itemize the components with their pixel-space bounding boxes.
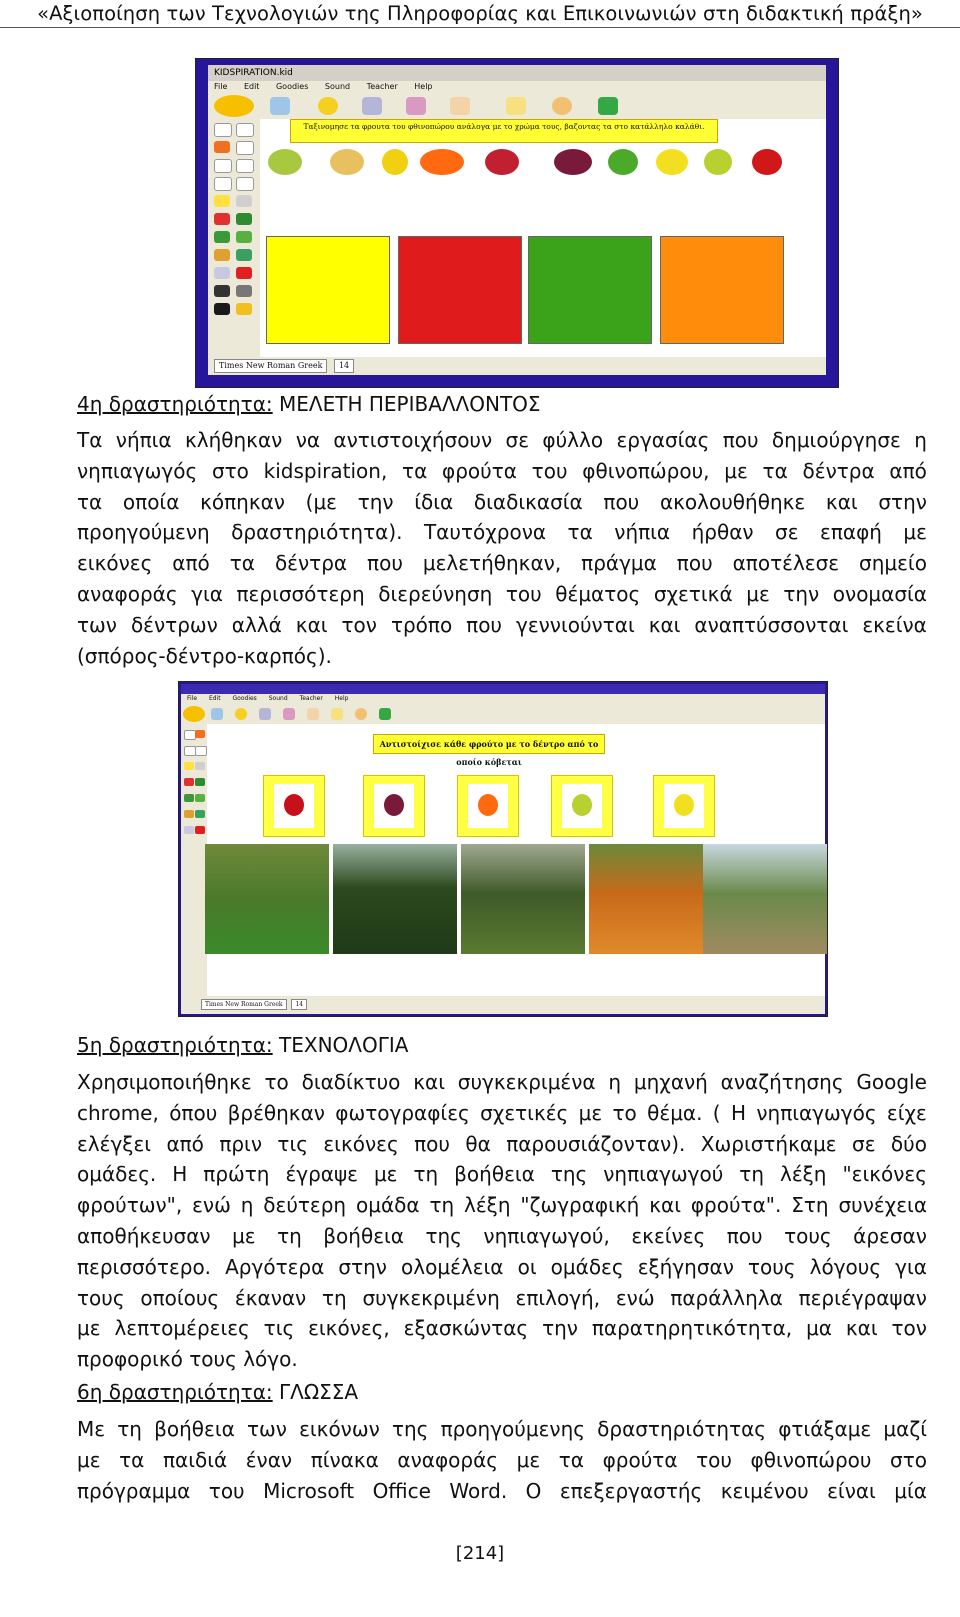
section4-line: (σπόρος-δέντρο-καρπός). xyxy=(77,643,332,668)
snow-icon[interactable] xyxy=(195,762,205,770)
shape-icon[interactable] xyxy=(214,123,232,137)
menu-goodies[interactable]: Goodies xyxy=(275,82,309,91)
lemon-icon[interactable] xyxy=(382,149,408,175)
quince-icon xyxy=(674,794,694,816)
eraser-icon[interactable] xyxy=(450,97,470,115)
menu-bar xyxy=(208,81,826,93)
section5-heading xyxy=(77,1033,408,1057)
section4-line: προηγούμενη δραστηριότητα). Ταυτόχρονα τα νήπια ήρθαν σε επαφή με xyxy=(77,520,927,545)
link-icon[interactable] xyxy=(259,708,271,720)
apple-icon[interactable] xyxy=(752,149,782,175)
section5-line: ελέγξει από πριν τις εικόνες που θα παρουσιάζονταν). Χωριστήκαμε σε δύο xyxy=(77,1131,927,1156)
apple-icon[interactable] xyxy=(608,149,638,175)
menu-file[interactable]: File xyxy=(214,82,228,91)
symbol-palette xyxy=(208,119,260,357)
pear-icon[interactable] xyxy=(704,149,732,175)
grapes-icon[interactable] xyxy=(330,149,364,175)
toolbar xyxy=(181,704,825,724)
vineyard-photo[interactable] xyxy=(205,844,329,954)
sun-icon[interactable] xyxy=(184,762,194,770)
arrow-icon[interactable] xyxy=(195,730,205,738)
menu-sound[interactable]: Sound xyxy=(268,695,288,702)
undo-icon[interactable] xyxy=(552,97,572,115)
section5-subject: ΤΕΧΝΟΛΟΓΙΑ xyxy=(279,1033,409,1057)
pencil-icon[interactable] xyxy=(214,249,230,261)
music-icon[interactable] xyxy=(214,303,230,315)
section4-label: 4η δραστηριότητα: xyxy=(77,392,273,416)
menu-goodies[interactable]: Goodies xyxy=(232,695,257,702)
shape-icon[interactable] xyxy=(236,123,254,137)
frog-icon[interactable] xyxy=(184,794,194,802)
grapes-icon[interactable] xyxy=(268,149,302,175)
window-title xyxy=(181,684,825,694)
menu-teacher[interactable]: Teacher xyxy=(299,695,323,702)
bubble-icon[interactable] xyxy=(236,177,254,191)
section4-line: των δέντρων αλλά και τον τρόπο που γεννιούνται και αναπτύσσονται εκείνα xyxy=(77,612,927,637)
section6-subject: ΓΛΩΣΣΑ xyxy=(279,1380,359,1404)
section6-heading xyxy=(77,1380,358,1404)
font-name-field[interactable]: Times New Roman Greek xyxy=(214,359,327,373)
fruit-picture xyxy=(664,784,704,828)
mascot-icon[interactable] xyxy=(183,706,205,722)
section5-line: αποθήκευσαν με τη βοήθεια της νηπιαγωγού, εκείνες που τους άρεσαν xyxy=(77,1223,927,1248)
section4-heading xyxy=(77,392,541,416)
page-header xyxy=(0,0,960,30)
picture-icon[interactable] xyxy=(270,97,290,115)
fruit-picture xyxy=(374,784,414,828)
menu-sound[interactable]: Sound xyxy=(324,82,351,91)
yellow-basket[interactable] xyxy=(266,236,390,344)
section5-line: προφορικό τους λόγο. xyxy=(77,1347,298,1372)
format-bar xyxy=(181,996,825,1014)
apple-icon xyxy=(284,794,304,816)
quince-icon[interactable] xyxy=(656,149,688,175)
section5-line: περισσότερο. Αργότερα στην ολομέλεια οι ομάδες εξήγησαν τους λόγους για xyxy=(77,1254,927,1279)
section5-label: 5η δραστηριότητα: xyxy=(77,1033,273,1057)
pear-icon xyxy=(572,794,592,816)
fruit-picture xyxy=(562,784,602,828)
section6-line: με τα παιδιά έναν πίνακα αναφοράς με τα φρούτα του φθινοπώρου στο xyxy=(77,1447,927,1472)
fruit-card-grapes[interactable] xyxy=(363,775,425,837)
font-size-field[interactable]: 14 xyxy=(291,999,307,1010)
section5-line: ομάδες. Η πρώτη έγραψε με τη βοήθεια της νηπιαγωγού τη λέξη "εικόνες xyxy=(77,1162,927,1187)
page-number: [214] xyxy=(455,1543,505,1564)
grapes-icon[interactable] xyxy=(554,149,592,175)
grapes-icon xyxy=(384,794,404,816)
persimmon-icon xyxy=(478,794,498,816)
instruction-box: Αντιστοίχισε κάθε φρούτο με το δέντρο από το οποίο κόβεται xyxy=(373,734,605,754)
jar-icon[interactable] xyxy=(406,97,426,115)
section6-line: πρόγραμμα του Microsoft Office Word. Ο επεξεργαστής κειμένου είναι μία xyxy=(77,1478,927,1503)
apple-icon[interactable] xyxy=(195,826,205,834)
star-icon[interactable] xyxy=(214,159,232,173)
fruit-card-pear[interactable] xyxy=(551,775,613,837)
link-icon[interactable] xyxy=(362,97,382,115)
font-size-field[interactable]: 14 xyxy=(334,359,354,373)
red-basket[interactable] xyxy=(398,236,522,344)
instruction-box: Ταξινομησε τα φρουτα του φθινοπώρου ανάλογα με το χρώμα τους, βαζοντας τα στο κατάλληλο καλάθι. xyxy=(290,119,718,143)
quince-tree-photo[interactable] xyxy=(461,844,585,954)
format-bar xyxy=(208,357,826,375)
shape-icon[interactable] xyxy=(236,141,254,155)
sun-icon[interactable] xyxy=(235,708,247,720)
fruit-card-apple[interactable] xyxy=(263,775,325,837)
section4-subject: ΜΕΛΕΤΗ ΠΕΡΙΒΑΛΛΟΝΤΟΣ xyxy=(279,392,541,416)
header-rule xyxy=(0,27,960,28)
fruit-picture xyxy=(468,784,508,828)
diagram-canvas[interactable] xyxy=(260,119,826,357)
persimmon-tree-photo[interactable] xyxy=(589,844,713,954)
menu-edit[interactable]: Edit xyxy=(208,695,221,702)
header-title: «Αξιοποίηση των Τεχνολογιών της Πληροφορίας και Επικοινωνιών στη διδακτική πράξη» xyxy=(37,2,923,25)
cloud-icon[interactable] xyxy=(236,159,254,173)
persimmon-icon[interactable] xyxy=(420,149,464,175)
arrow-icon[interactable] xyxy=(214,141,230,153)
book-icon[interactable] xyxy=(184,826,194,834)
section4-line: αναφοράς για περισσότερη διερεύνηση του θέματος σχετικά με την ονομασία xyxy=(77,581,927,606)
eraser-icon[interactable] xyxy=(307,708,319,720)
teacher-icon[interactable] xyxy=(598,97,618,115)
menu-bar xyxy=(181,694,825,704)
undo-icon[interactable] xyxy=(355,708,367,720)
section4-paragraph xyxy=(77,425,927,671)
sun-icon[interactable] xyxy=(214,195,230,207)
section6-label: 6η δραστηριότητα: xyxy=(77,1380,273,1404)
section5-line: με λεπτομέρειες τις εικόνες, εξασκώντας την παρατηρητικότητα, μα και τον xyxy=(77,1316,927,1341)
book-icon[interactable] xyxy=(214,267,230,279)
mascot-icon[interactable] xyxy=(214,95,254,117)
section5-line: τους οποίους έκαναν τη συγκεκριμένη επιλογή, ενώ παράλληλα περιέγραψαν xyxy=(77,1285,927,1310)
section4-line: τα οποία κόπηκαν (με την ίδια διαδικασία που ακολουθήθηκε και στην xyxy=(77,489,927,514)
picture-icon[interactable] xyxy=(211,708,223,720)
pomegranate-icon[interactable] xyxy=(485,149,519,175)
green-basket[interactable] xyxy=(528,236,652,344)
section5-line: φρούτων", ενώ η δεύτερη ομάδα τη λέξη "ζωγραφική και φρούτα". Στη συνέχεια xyxy=(77,1193,927,1218)
section4-line: Τα νήπια κλήθηκαν να αντιστοιχήσουν σε φύλλο εργασίας που δημιούργησε η xyxy=(77,428,927,452)
pomegranate-tree-photo[interactable] xyxy=(703,844,827,954)
heart-icon[interactable] xyxy=(184,778,194,786)
tree-icon[interactable] xyxy=(236,213,252,225)
symbol-palette xyxy=(181,724,207,996)
wand-icon[interactable] xyxy=(506,97,526,115)
apple-icon[interactable] xyxy=(236,267,252,279)
board-icon[interactable] xyxy=(195,810,205,818)
frog-icon[interactable] xyxy=(214,231,230,243)
heart-icon[interactable] xyxy=(214,213,230,225)
toolbar xyxy=(208,93,826,119)
bike-icon[interactable] xyxy=(236,285,252,297)
fruit-card-persimmon[interactable] xyxy=(457,775,519,837)
cloud-icon[interactable] xyxy=(195,746,207,756)
sun-icon[interactable] xyxy=(318,97,338,115)
kidspiration-screenshot-sorting xyxy=(195,58,839,388)
menu-teacher[interactable]: Teacher xyxy=(366,82,398,91)
section4-line: νηπιαγωγός στο kidspiration, τα φρούτα του φθινοπώρου, με τα δέντρα από xyxy=(77,458,927,483)
font-name-field[interactable]: Times New Roman Greek xyxy=(201,999,287,1010)
menu-edit[interactable]: Edit xyxy=(243,82,260,91)
jar-icon[interactable] xyxy=(283,708,295,720)
section4-line: εικόνες από τα δέντρα που μελετήθηκαν, πράγμα που αποτέλεσε σημείο xyxy=(77,551,927,576)
section6-paragraph xyxy=(77,1414,927,1506)
tree-icon[interactable] xyxy=(195,778,205,786)
fruit-picture xyxy=(274,784,314,828)
section5-line: Χρησιμοποιήθηκε το διαδίκτυο και συγκεκριμένα η μηχανή αναζήτησης Google xyxy=(77,1070,927,1094)
teacher-icon[interactable] xyxy=(379,708,391,720)
fruit-card-quince[interactable] xyxy=(653,775,715,837)
dino-icon[interactable] xyxy=(236,231,252,243)
board-icon[interactable] xyxy=(236,249,252,261)
apple-tree-photo[interactable] xyxy=(333,844,457,954)
section5-line: chrome, όπου βρέθηκαν φωτογραφίες σχετικές με το θέμα. ( Η νηπιαγωγός είχε xyxy=(77,1100,927,1125)
orange-basket[interactable] xyxy=(660,236,784,344)
dino-icon[interactable] xyxy=(195,794,205,802)
menu-file[interactable]: File xyxy=(187,695,198,702)
house-icon[interactable] xyxy=(236,303,252,315)
wand-icon[interactable] xyxy=(331,708,343,720)
bubble-icon[interactable] xyxy=(214,177,232,191)
section5-paragraph xyxy=(77,1067,927,1375)
ball-icon[interactable] xyxy=(214,285,230,297)
menu-help[interactable]: Help xyxy=(334,695,349,702)
snow-icon[interactable] xyxy=(236,195,252,207)
pencil-icon[interactable] xyxy=(184,810,194,818)
menu-help[interactable]: Help xyxy=(414,82,433,91)
section6-line: Με τη βοήθεια των εικόνων της προηγούμενης δραστηριότητας φτιάξαμε μαζί xyxy=(77,1417,927,1441)
window-title: KIDSPIRATION.kid xyxy=(208,65,826,81)
kidspiration-screenshot-matching xyxy=(178,681,828,1017)
